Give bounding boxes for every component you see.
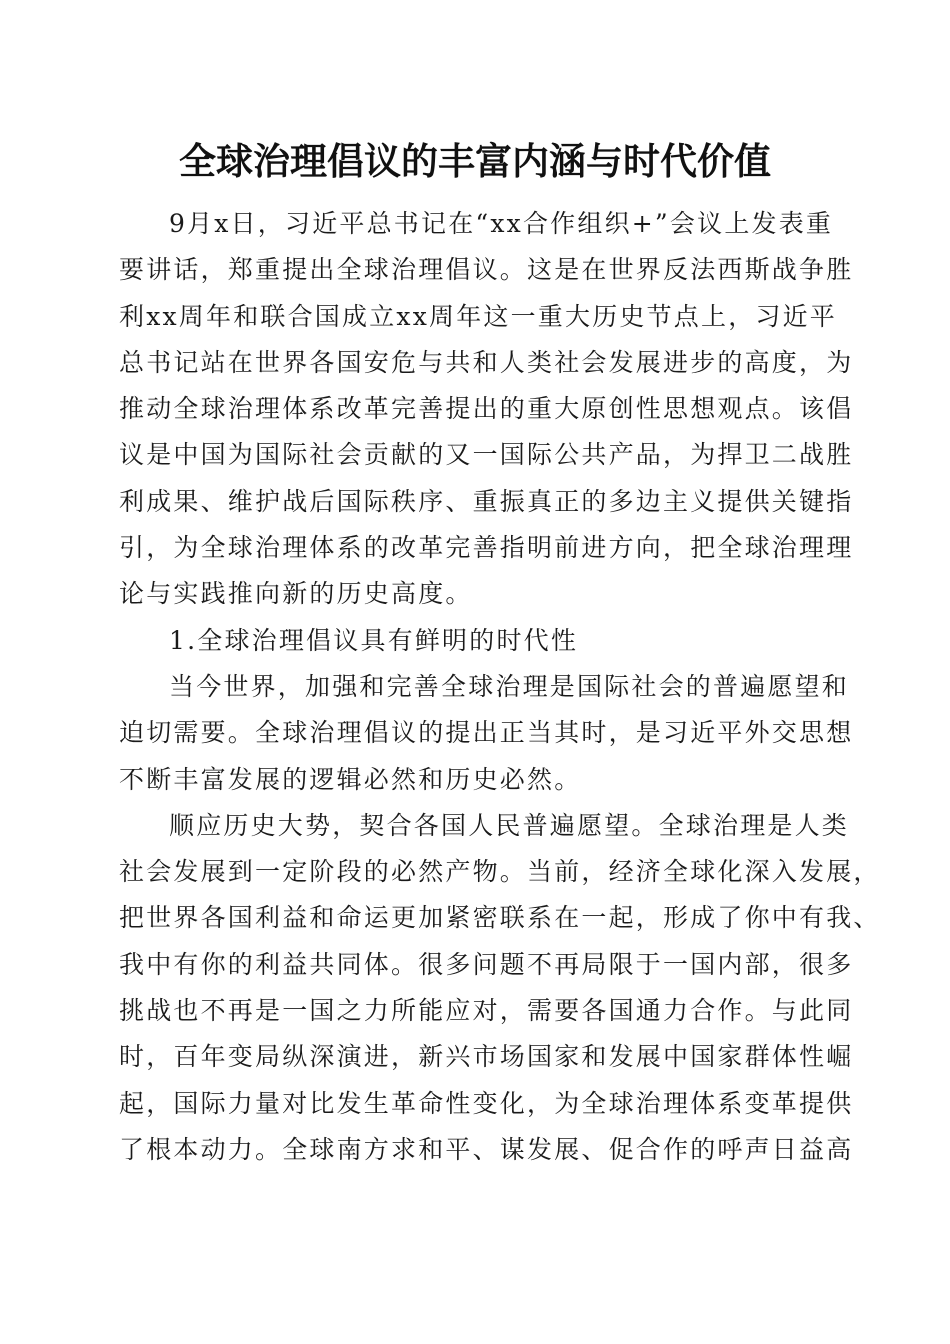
paragraph-line: 迫切需要。全球治理倡议的提出正当其时，是习近平外交思想 (119, 718, 854, 748)
document-body (119, 201, 881, 1173)
paragraph-line: 起，国际力量对比发生革命性变化，为全球治理体系变革提供 (119, 1088, 854, 1118)
paragraph-line: 顺应历史大势，契合各国人民普遍愿望。全球治理是人类 (169, 810, 850, 840)
paragraph-line: 论与实践推向新的历史高度。 (119, 579, 473, 609)
paragraph-line: 引，为全球治理体系的改革完善指明前进方向，把全球治理理 (119, 533, 854, 563)
paragraph-line: 议是中国为国际社会贡献的又一国际公共产品，为捍卫二战胜 (119, 440, 854, 470)
paragraph-line: 当今世界，加强和完善全球治理是国际社会的普遍愿望和 (169, 671, 850, 701)
paragraph-line: 时，百年变局纵深演进，新兴市场国家和发展中国家群体性崛 (119, 1042, 854, 1072)
paragraph-line: 把世界各国利益和命运更加紧密联系在一起，形成了你中有我、 (119, 903, 881, 933)
paragraph-line: 利成果、维护战后国际秩序、重振真正的多边主义提供关键指 (119, 486, 854, 516)
paragraph-trend (119, 803, 881, 1173)
section-heading (119, 618, 831, 664)
paragraph-context (119, 664, 854, 803)
paragraph-line: 不断丰富发展的逻辑必然和历史必然。 (119, 764, 582, 794)
paragraph-line: 推动全球治理体系改革完善提出的重大原创性思想观点。该倡 (119, 394, 854, 424)
paragraph-line: 9月x日，习近平总书记在“xx合作组织+”会议上发表重 (169, 209, 834, 238)
section-heading-text: 1.全球治理倡议具有鲜明的时代性 (169, 625, 579, 655)
paragraph-line: 利xx周年和联合国成立xx周年这一重大历史节点上，习近平 (119, 301, 837, 331)
paragraph-line: 了根本动力。全球南方求和平、谋发展、促合作的呼声日益高 (119, 1134, 854, 1164)
paragraph-line: 要讲话，郑重提出全球治理倡议。这是在世界反法西斯战争胜 (119, 255, 854, 285)
paragraph-intro (119, 201, 854, 618)
paragraph-line: 总书记站在世界各国安危与共和人类社会发展进步的高度，为 (119, 347, 854, 377)
paragraph-line: 我中有你的利益共同体。很多问题不再局限于一国内部，很多 (119, 949, 854, 979)
paragraph-line: 挑战也不再是一国之力所能应对，需要各国通力合作。与此同 (119, 996, 854, 1026)
document-title: 全球治理倡议的丰富内涵与时代价值 (179, 139, 771, 183)
paragraph-line: 社会发展到一定阶段的必然产物。当前，经济全球化深入发展， (119, 857, 881, 887)
